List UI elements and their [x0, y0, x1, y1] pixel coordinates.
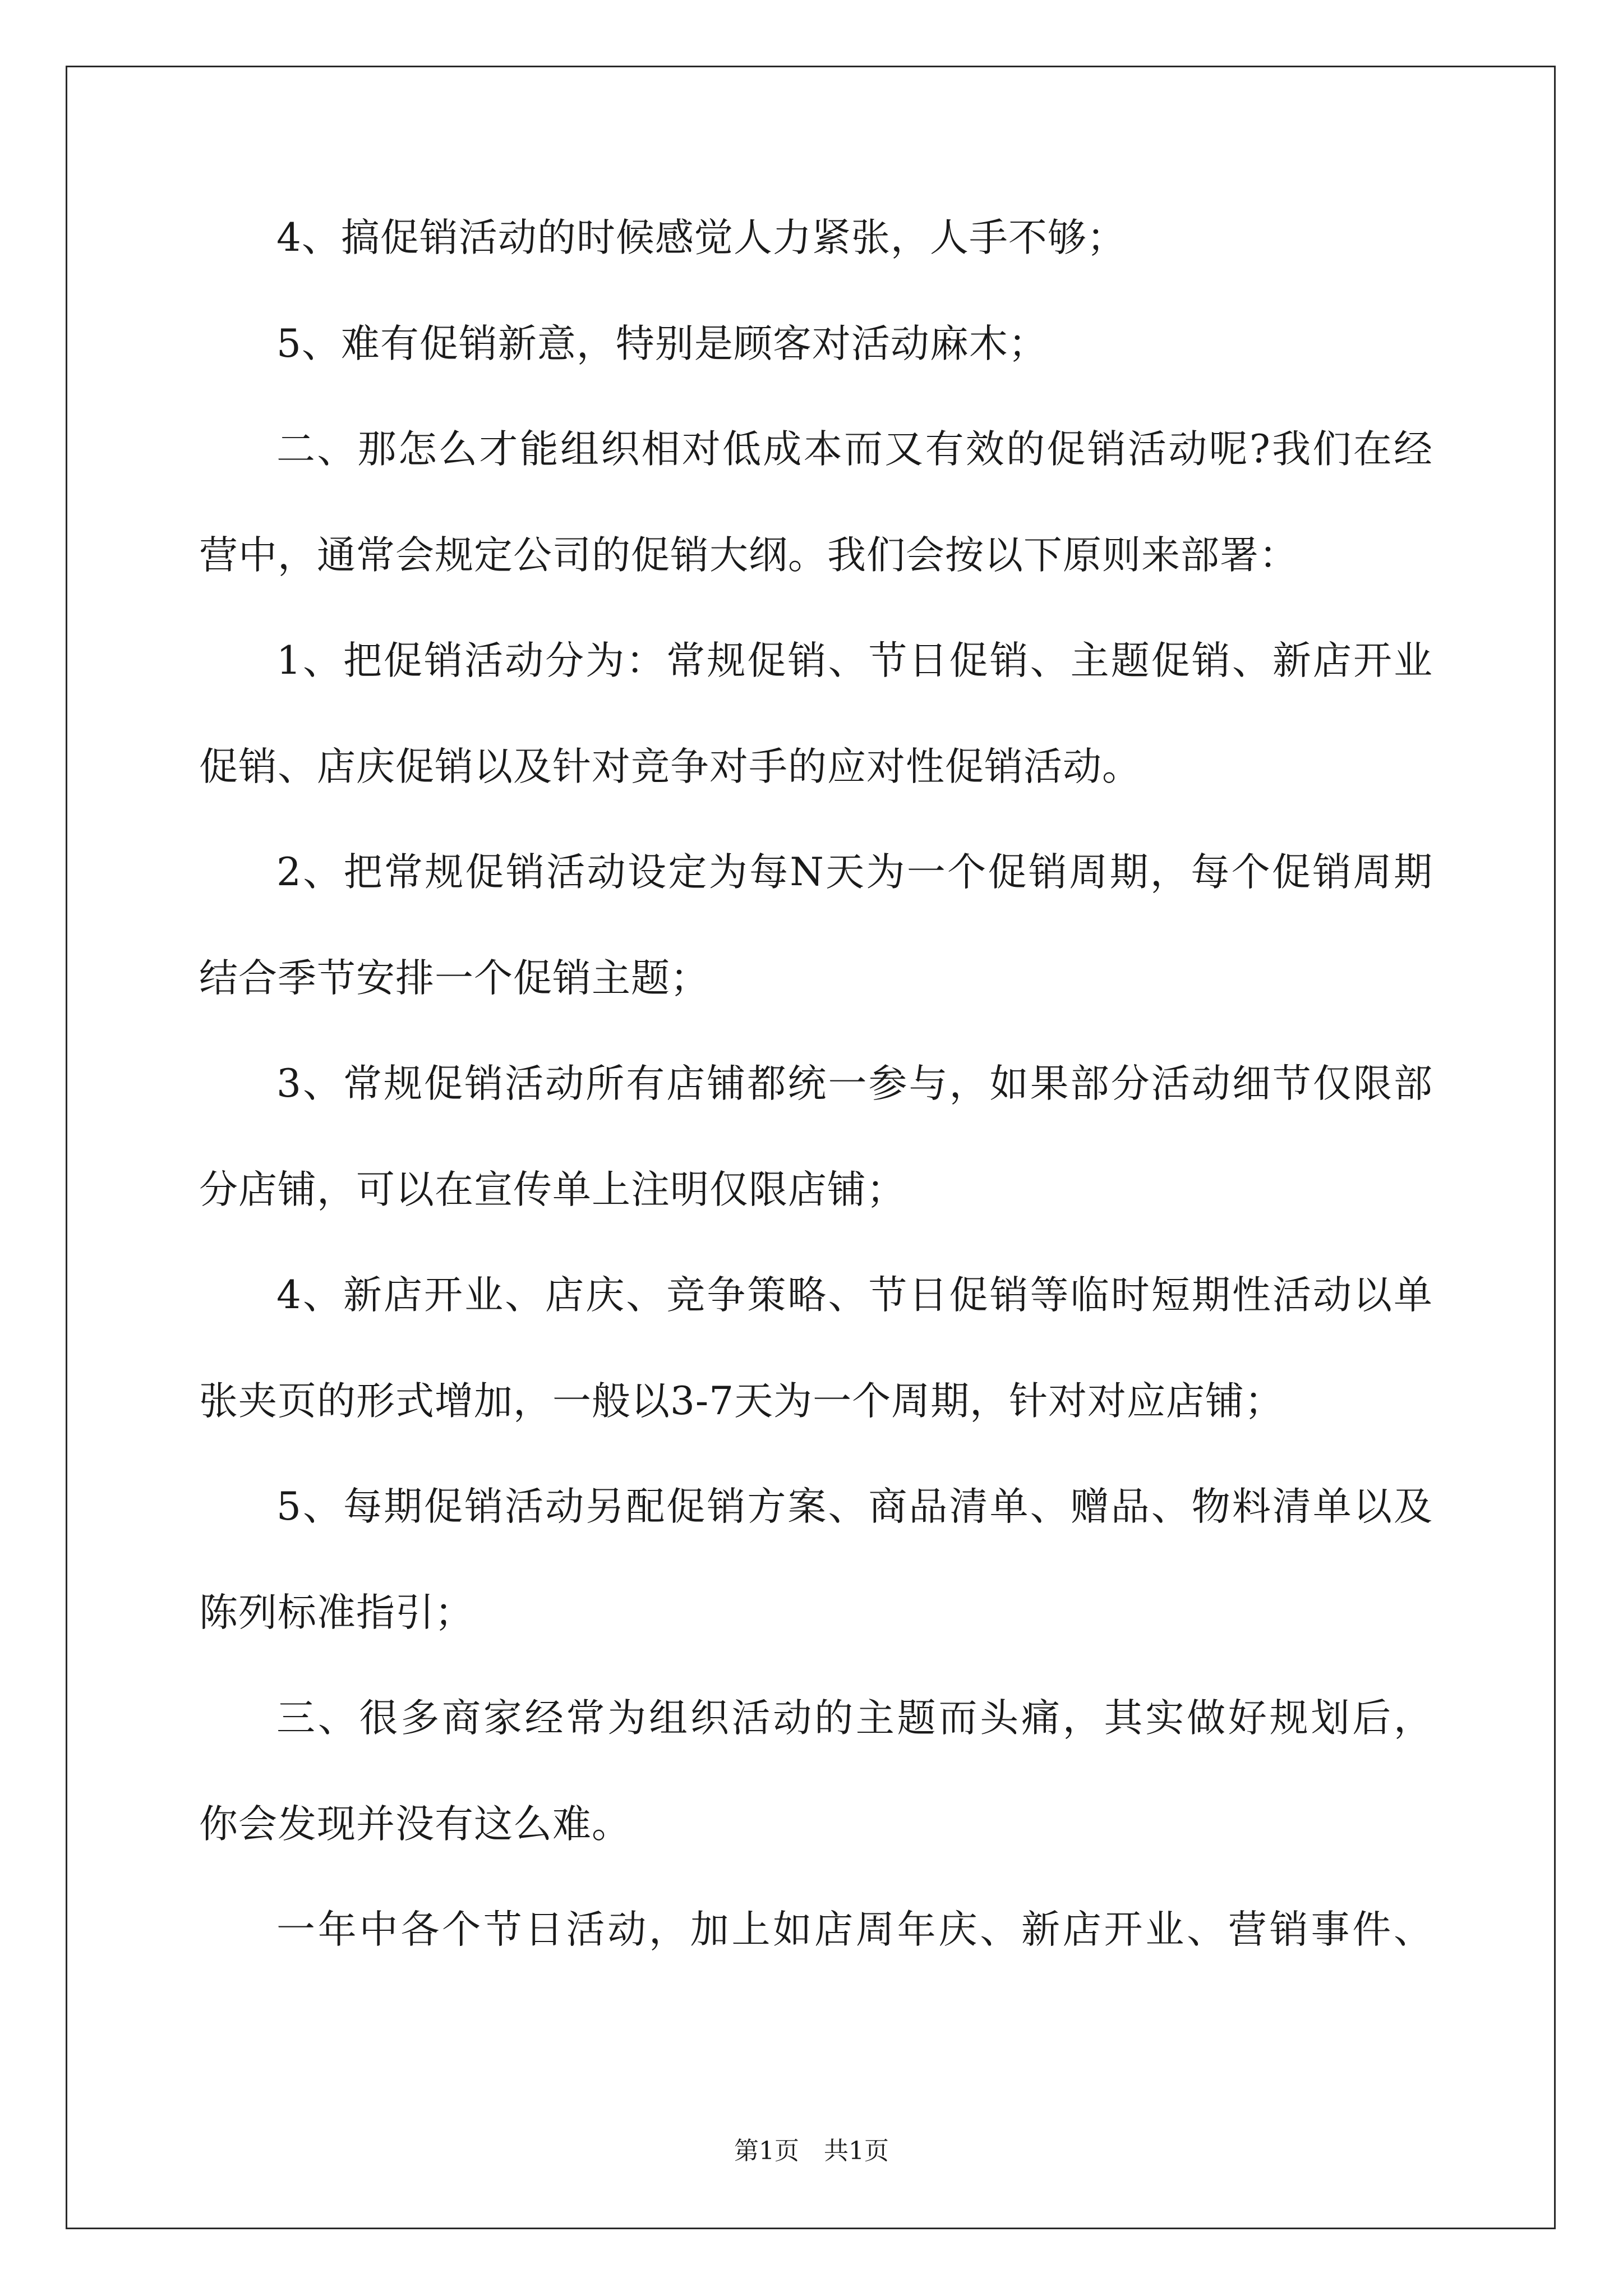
- text-line: 3、常规促销活动所有店铺都统一参与，如果部分活动细节仅限部: [276, 1061, 1433, 1106]
- text-line: 张夹页的形式增加，一般以3-7天为一个周期，针对对应店铺；: [199, 1378, 1284, 1424]
- text-line: 2、把常规促销活动设定为每N天为一个促销周期，每个促销周期: [276, 850, 1433, 895]
- text-line: 你会发现并没有这么难。: [199, 1801, 631, 1847]
- page-number: 第1页 共1页: [734, 2137, 889, 2165]
- text-line: 分店铺，可以在宣传单上注明仅限店铺；: [199, 1167, 906, 1212]
- text-line: 1、把促销活动分为：常规促销、节日促销、主题促销、新店开业: [276, 638, 1433, 683]
- text-line: 5、每期促销活动另配促销方案、商品清单、赠品、物料清单以及: [276, 1484, 1433, 1529]
- text-line: 三、很多商家经常为组织活动的主题而头痛，其实做好规划后，: [276, 1696, 1433, 1741]
- text-line: 二、那怎么才能组织相对低成本而又有效的促销活动呢?我们在经: [276, 427, 1433, 472]
- text-line: 结合季节安排一个促销主题；: [199, 955, 709, 1001]
- text-line: 5、难有促销新意，特别是顾客对活动麻木；: [276, 321, 1048, 366]
- text-line: 促销、店庆促销以及针对竞争对手的应对性促销活动。: [199, 744, 1141, 789]
- page-footer: [0, 2139, 1623, 2164]
- text-line: 陈列标准指引；: [199, 1590, 474, 1635]
- text-line: 4、新店开业、店庆、竞争策略、节日促销等临时短期性活动以单: [276, 1273, 1433, 1318]
- document-body: [199, 215, 1433, 2017]
- text-line: 一年中各个节日活动，加上如店周年庆、新店开业、营销事件、: [276, 1907, 1433, 1952]
- text-line: 4、搞促销活动的时候感觉人力紧张，人手不够；: [276, 215, 1126, 260]
- text-line: 营中，通常会规定公司的促销大纲。我们会按以下原则来部署：: [199, 532, 1298, 578]
